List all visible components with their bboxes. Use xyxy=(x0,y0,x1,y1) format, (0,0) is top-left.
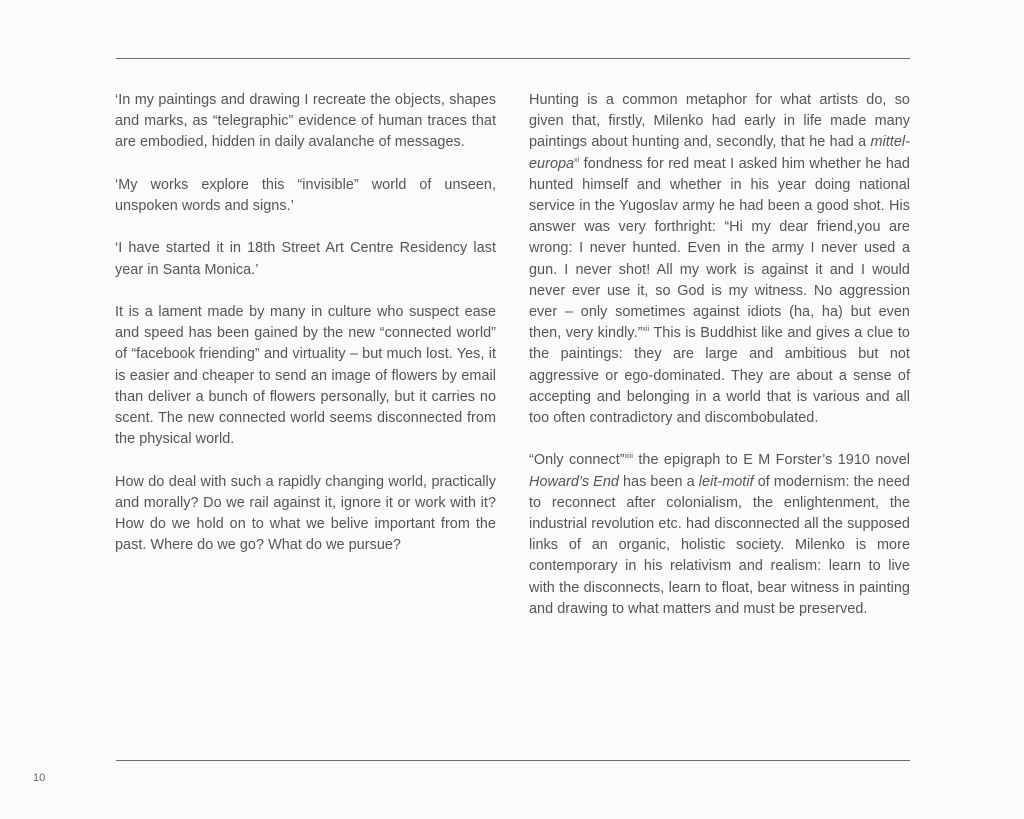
page-number: 10 xyxy=(33,772,46,784)
paragraph-quote-paintings: ‘In my paintings and drawing I recreate the objects, shapes and marks, as “telegraphic” evidence of human traces that are embodied, hidden in daily avalanche of messages. xyxy=(115,92,496,151)
endnote-marker-xi: xi xyxy=(574,156,580,164)
paragraph-hunting xyxy=(529,90,910,429)
only-connect-text-b: the epigraph to E M Forster’s 1910 novel xyxy=(633,452,911,469)
left-text-column xyxy=(115,90,496,578)
paragraph-changing-world: How do deal with such a rapidly changing world, practically and morally? Do we rail against it, ignore it or work with it? How do we hold on to what we belive important from the past. Where do we go? What do we pursue? xyxy=(115,473,496,554)
paragraph-quote-residency: ‘I have started it in 18th Street Art Centre Residency last year in Santa Monica.’ xyxy=(115,240,496,278)
paragraph-connected-world: It is a lament made by many in culture who suspect ease and speed has been gained by the new “connected world” of “facebook friending” and virtuality – but much lost. Yes, it is easier and cheaper to send an image of flowers by email than deliver a bunch of flowers personally, but it carries no scent. The new connected world seems disconnected from the physical world. xyxy=(115,303,496,448)
hunting-text-b: fondness for red meat I asked him whether he had hunted himself and whether in his year doing national service in the Yugoslav army he had been a good shot. His answer was very forthright: “Hi my dear friend,you are wrong: I never hunted. Even in the army I never used a gun. I never shot! All my work is against it and I would never ever use it, so God is my witness. No aggression ever – only sometimes against idiots (ha, ha) but even then, very kindly.” xyxy=(529,155,910,342)
only-connect-text-c: has been a xyxy=(618,473,699,490)
top-divider xyxy=(116,58,910,59)
leit-motif-term: leit-motif xyxy=(698,473,754,490)
novel-title: Howard’s End xyxy=(529,473,619,490)
hunting-text-c: This is Buddhist like and gives a clue to the paintings: they are large and ambitious but not aggressive or ego-dominated. They are about a sense of accepting and belonging in a world that is various and all too often contradictory and discombobulated. xyxy=(529,325,910,427)
only-connect-text-a: “Only connect” xyxy=(529,452,625,469)
hunting-text-a: Hunting is a common metaphor for what artists do, so given that, firstly, Milenko had early in life made many paintings about hunting and, secondly, that he had a xyxy=(529,92,910,151)
paragraph-only-connect xyxy=(529,450,910,620)
mittel-europa-term: mittel-europa xyxy=(529,134,910,172)
bottom-divider xyxy=(116,760,910,761)
endnote-marker-xiii: xiii xyxy=(624,453,633,461)
only-connect-text-d: of modernism: the need to reconnect after colonialism, the enlightenment, the industrial revolution etc. had disconnected all the supposed links of an organic, holistic society. Milenko is more contemporary in his relativism and realism: learn to live with the disconnects, learn to float, bear witness in painting and drawing to what matters and must be preserved. xyxy=(529,473,910,617)
right-text-column xyxy=(529,90,910,641)
paragraph-quote-works: ‘My works explore this “invisible” world of unseen, unspoken words and signs.’ xyxy=(115,176,496,214)
endnote-marker-xii: xii xyxy=(642,326,650,334)
